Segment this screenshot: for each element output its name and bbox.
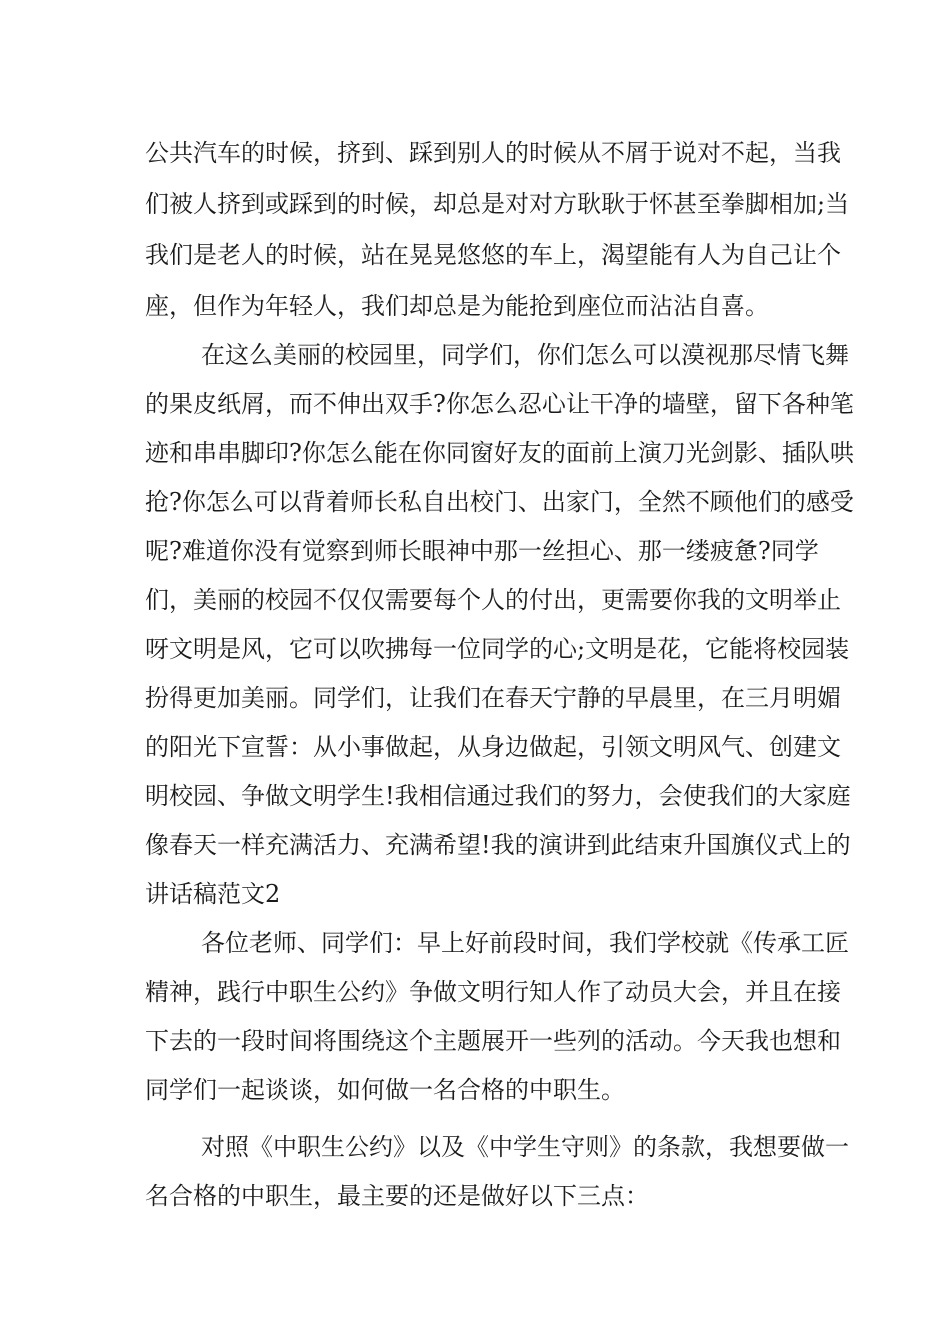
paragraph-1-line-4: 座，但作为年轻人，我们却总是为能抢到座位而沾沾自喜。 [145,292,769,320]
paragraph-2-line-1: 在这么美丽的校园里，同学们，你们怎么可以漠视那尽情飞舞 [201,341,849,369]
paragraph-3-line-2: 精神，践行中职生公约》争做文明行知人作了动员大会，并且在接 [145,978,841,1006]
paragraph-1-line-3: 我们是老人的时候，站在晃晃悠悠的车上，渴望能有人为自己让个 [145,241,841,269]
paragraph-1-line-1: 公共汽车的时候，挤到、踩到别人的时候从不屑于说对不起，当我 [145,139,841,167]
paragraph-3-line-3: 下去的一段时间将围绕这个主题展开一些列的活动。今天我也想和 [145,1027,841,1055]
paragraph-3-line-4: 同学们一起谈谈，如何做一名合格的中职生。 [145,1076,625,1104]
paragraph-4-line-1: 对照《中职生公约》以及《中学生守则》的条款，我想要做一 [201,1133,849,1161]
paragraph-2-line-6: 们，美丽的校园不仅仅需要每个人的付出，更需要你我的文明举止 [145,586,841,614]
paragraph-1-line-2: 们被人挤到或踩到的时候，却总是对对方耿耿于怀甚至拳脚相加;当 [145,190,850,218]
paragraph-4-line-2: 名合格的中职生，最主要的还是做好以下三点： [145,1182,649,1210]
paragraph-2-line-8: 扮得更加美丽。同学们，让我们在春天宁静的早晨里，在三月明媚 [145,684,841,712]
paragraph-2-line-12: 讲话稿范文2 [145,880,281,908]
paragraph-2-line-4: 抢?你怎么可以背着师长私自出校门、出家门，全然不顾他们的感受 [145,488,854,516]
paragraph-2-line-10: 明校园、争做文明学生!我相信通过我们的努力，会使我们的大家庭 [145,782,851,810]
paragraph-2-line-3: 迹和串串脚印?你怎么能在你同窗好友的面前上演刀光剑影、插队哄 [145,439,854,467]
paragraph-2-line-7: 呀文明是风，它可以吹拂每一位同学的心;文明是花，它能将校园装 [145,635,850,663]
paragraph-2-line-2: 的果皮纸屑，而不伸出双手?你怎么忍心让干净的墙壁，留下各种笔 [145,390,854,418]
paragraph-2-line-9: 的阳光下宣誓：从小事做起，从身边做起，引领文明风气、创建文 [145,733,841,761]
paragraph-3-line-1: 各位老师、同学们：早上好前段时间，我们学校就《传承工匠 [201,929,849,957]
paragraph-2-line-5: 呢?难道你没有觉察到师长眼神中那一丝担心、那一缕疲惫?同学 [145,537,819,565]
paragraph-2-line-11: 像春天一样充满活力、充满希望!我的演讲到此结束升国旗仪式上的 [145,831,851,859]
